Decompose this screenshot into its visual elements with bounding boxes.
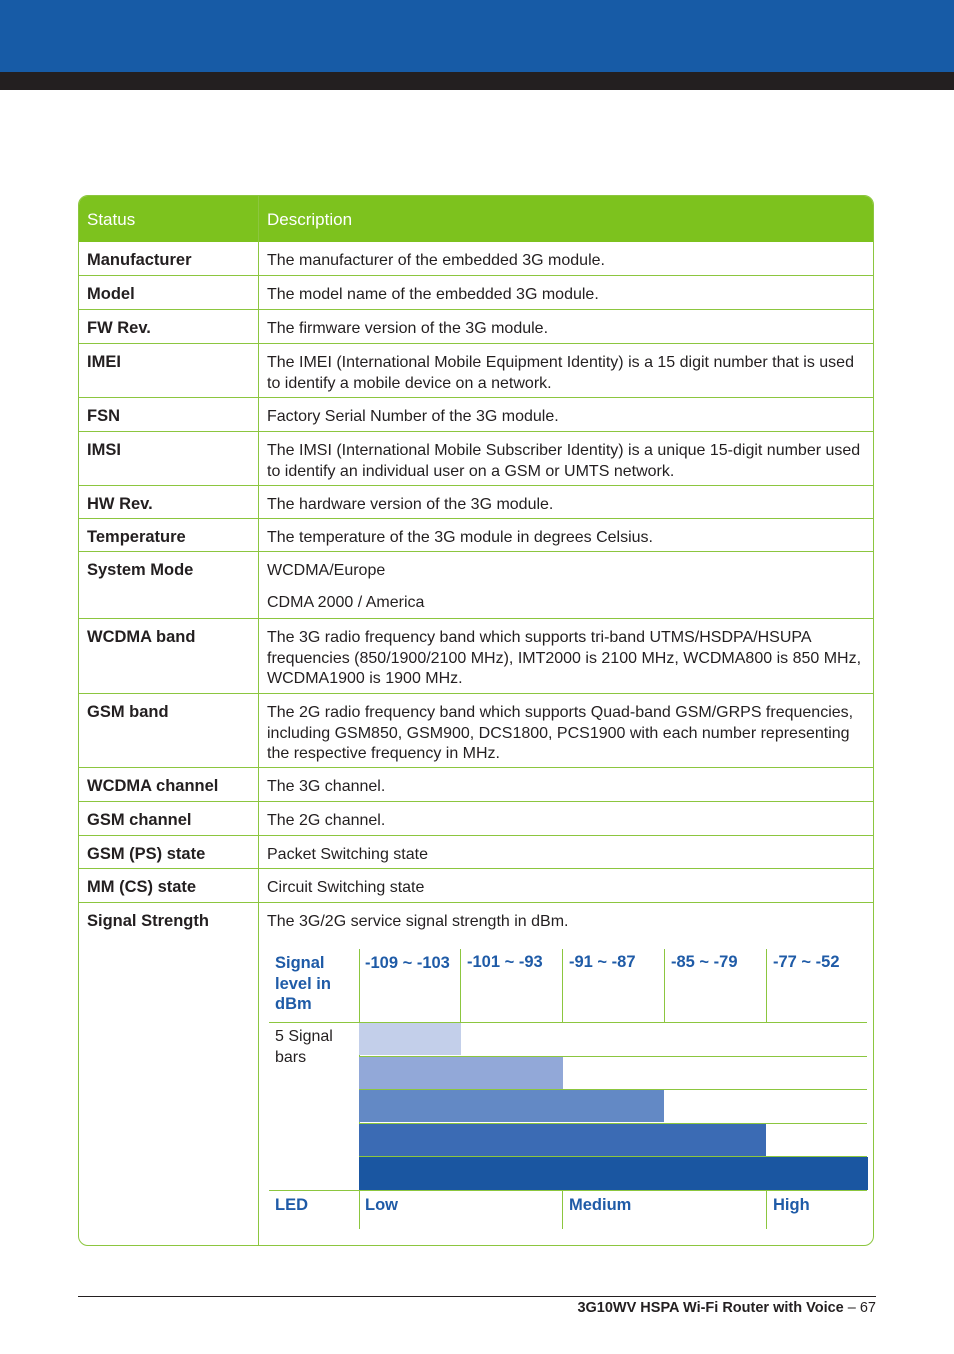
table-row: [79, 869, 873, 902]
table-row: [79, 694, 873, 767]
header-blue-band: [0, 0, 954, 72]
row-desc: The model name of the embedded 3G module.: [267, 286, 599, 303]
led-high: High: [773, 1196, 810, 1214]
signal-level-value: -101 ~ -93: [467, 953, 543, 971]
row-desc: The IMSI (International Mobile Subscriber Identity) is a unique 15-digit number used to identify an individual user on a GSM or UMTS network.: [267, 442, 861, 480]
signal-bar-4: [359, 1124, 766, 1156]
row-name: Signal Strength: [87, 912, 209, 930]
led-medium: Medium: [569, 1196, 632, 1214]
row-name: HW Rev.: [87, 495, 153, 513]
row-desc: Packet Switching state: [267, 846, 428, 863]
table-row: [79, 398, 873, 431]
signal-bar-2: [359, 1057, 563, 1089]
signal-level-value: -77 ~ -52: [773, 953, 840, 971]
grid-line: [562, 949, 563, 1023]
row-name: GSM band: [87, 703, 169, 721]
row-name: Manufacturer: [87, 251, 192, 269]
row-name: WCDMA channel: [87, 777, 219, 795]
table-row: [79, 802, 873, 835]
signal-bar-3: [359, 1090, 664, 1122]
row-name: IMSI: [87, 441, 121, 459]
row-name: GSM (PS) state: [87, 845, 206, 863]
signal-bar-5: [359, 1157, 868, 1190]
header-status: Status: [87, 210, 136, 229]
row-name: FSN: [87, 407, 120, 425]
led-low: Low: [365, 1196, 398, 1214]
table-row: [79, 768, 873, 801]
status-table: [78, 195, 874, 1246]
signal-level-value: -109 ~ -103: [365, 954, 450, 972]
table-row: [79, 432, 873, 485]
row-desc: The 2G channel.: [267, 812, 386, 829]
row-name: MM (CS) state: [87, 878, 197, 896]
page-number: 67: [859, 1300, 876, 1316]
row-name: Model: [87, 285, 135, 303]
row-desc: The 3G channel.: [267, 778, 386, 795]
grid-line: [460, 949, 461, 1023]
row-name: Temperature: [87, 528, 186, 546]
header-dark-stripe: [0, 72, 954, 90]
led-label: LED: [275, 1196, 308, 1214]
row-desc: The 3G/2G service signal strength in dBm.: [267, 913, 569, 930]
row-name: FW Rev.: [87, 319, 151, 337]
signal-level-label: Signal level in dBm: [275, 954, 331, 1013]
signal-bar-1: [359, 1023, 461, 1055]
signal-level-value: -85 ~ -79: [671, 953, 738, 971]
row-desc: WCDMA/Europe: [267, 562, 386, 579]
table-header: [79, 196, 873, 242]
grid-line: [766, 1191, 767, 1229]
row-desc: The firmware version of the 3G module.: [267, 320, 549, 337]
table-row: [79, 486, 873, 519]
table-row: [79, 836, 873, 869]
row-desc: Circuit Switching state: [267, 879, 425, 896]
grid-line: [562, 1191, 563, 1229]
table-row: [79, 276, 873, 309]
table-row: [79, 552, 873, 618]
header-description: Description: [267, 210, 353, 229]
row-desc: Factory Serial Number of the 3G module.: [267, 408, 559, 425]
row-desc: The temperature of the 3G module in degrees Celsius.: [267, 529, 653, 546]
page-footer: [577, 1300, 876, 1316]
signal-level-value: -91 ~ -87: [569, 953, 636, 971]
grid-line: [269, 1190, 867, 1191]
row-desc: The hardware version of the 3G module.: [267, 496, 554, 513]
footer-product: 3G10WV HSPA Wi-Fi Router with Voice: [577, 1300, 844, 1316]
row-name: System Mode: [87, 561, 194, 579]
table-row: [79, 344, 873, 397]
row-name: IMEI: [87, 353, 121, 371]
row-desc: The 3G radio frequency band which supports tri-band UTMS/HSDPA/HSUPA frequencies (850/1900/2100 MHz), IMT2000 is 2100 MHz, WCDMA800 is 850 MHz, WCDMA1900 is 1900 MHz.: [267, 629, 862, 687]
footer-separator: –: [843, 1300, 860, 1316]
grid-line: [766, 949, 767, 1023]
table-row: [79, 519, 873, 552]
row-name: GSM channel: [87, 811, 192, 829]
signal-level-table: [269, 949, 867, 1229]
table-row: [79, 619, 873, 693]
grid-line: [664, 949, 665, 1023]
row-desc: The IMEI (International Mobile Equipment Identity) is a 15 digit number that is used to identify a mobile device on a network.: [267, 354, 854, 392]
row-name: WCDMA band: [87, 628, 196, 646]
signal-bars-label: 5 Signal bars: [275, 1028, 333, 1066]
table-row: [79, 310, 873, 343]
row-desc-secondary: CDMA 2000 / America: [267, 594, 425, 611]
table-row: [79, 242, 873, 275]
row-desc: The 2G radio frequency band which supports Quad-band GSM/GRPS frequencies, including GSM850, GSM900, DCS1800, PCS1900 with each number representing the respective frequency in MHz.: [267, 704, 854, 762]
footer-rule: [78, 1296, 876, 1297]
row-desc: The manufacturer of the embedded 3G module.: [267, 252, 605, 269]
